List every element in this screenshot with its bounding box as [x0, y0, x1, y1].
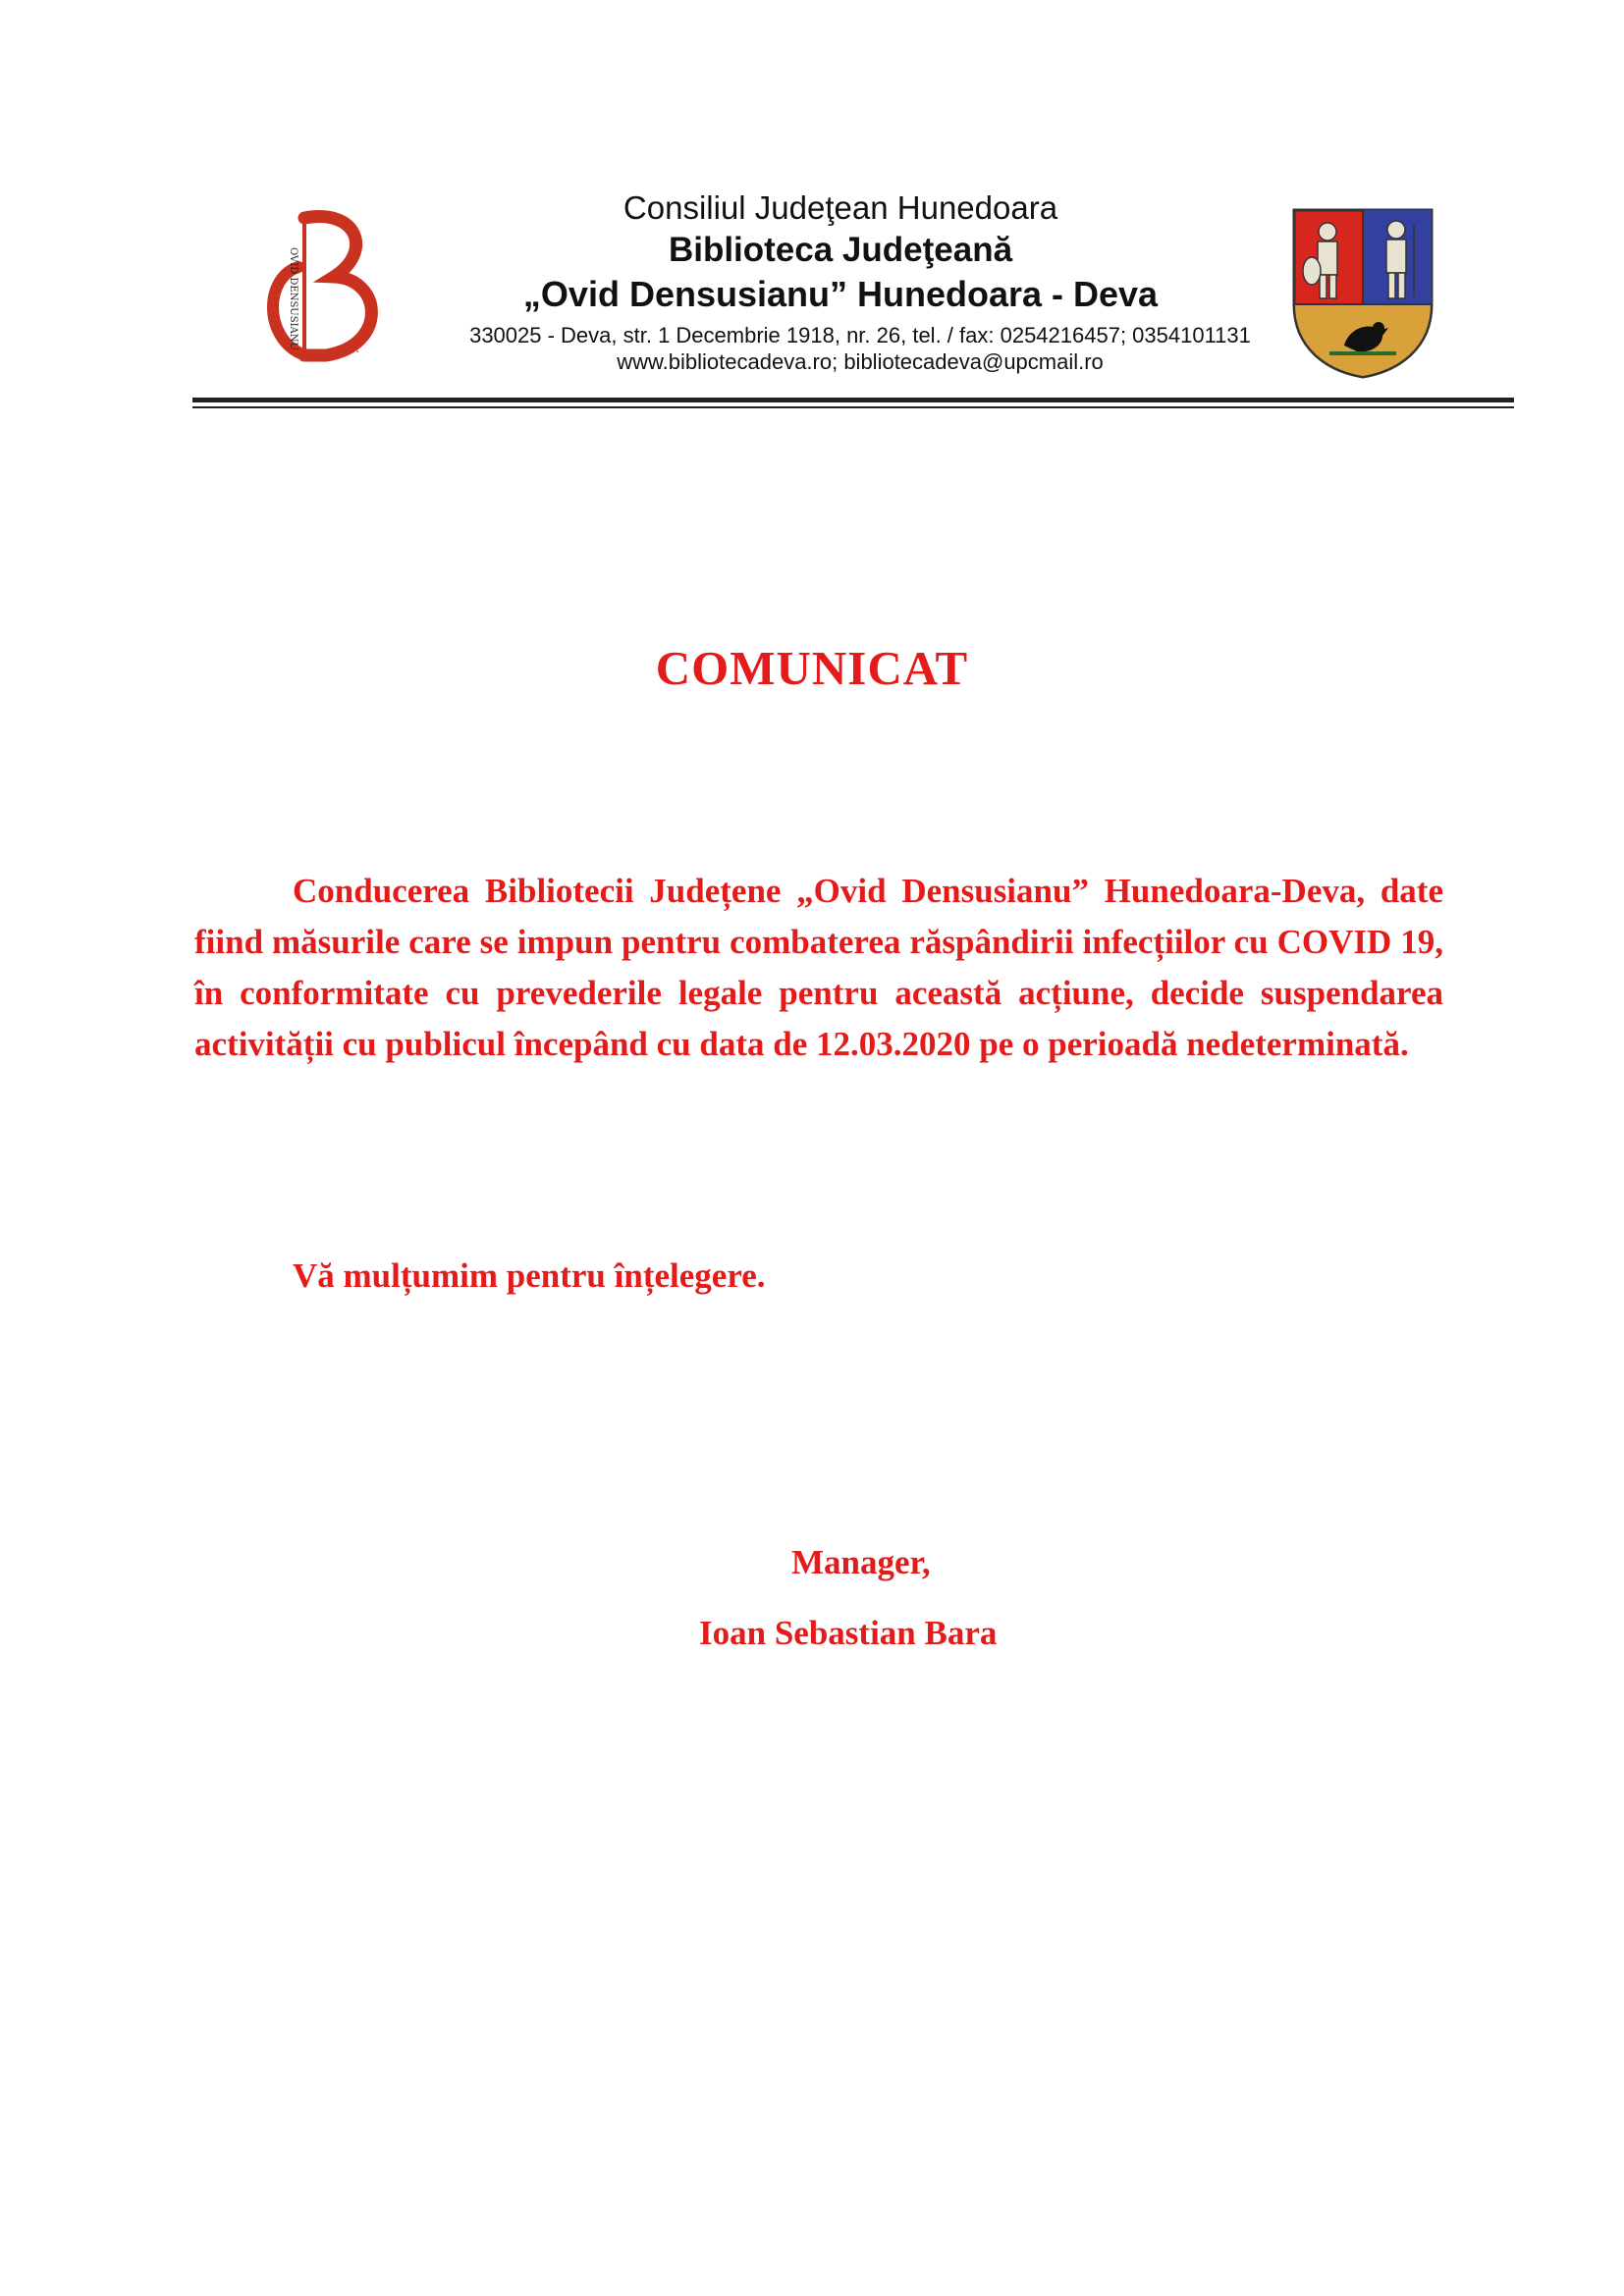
document-title: COMUNICAT	[655, 641, 969, 695]
svg-text:DEVA: DEVA	[336, 346, 359, 354]
library-name: „Ovid Densusianu” Hunedoara - Deva	[522, 274, 1159, 314]
library-logo	[265, 208, 393, 365]
library-contacts: www.bibliotecadeva.ro; bibliotecadeva@upcmail.ro	[617, 349, 1104, 374]
svg-text:OVID DENSUSIANU: OVID DENSUSIANU	[288, 247, 298, 350]
coat-of-arms-icon	[1290, 206, 1435, 379]
library-title: Biblioteca Judeţeană	[668, 231, 1013, 269]
letterhead-text	[389, 179, 1292, 375]
council-name: Consiliul Judeţean Hunedoara	[623, 189, 1058, 226]
thanks-line: Vă mulțumim pentru înțelegere.	[293, 1256, 766, 1295]
header-rule-thick	[192, 398, 1514, 402]
signature-role: Manager,	[791, 1543, 931, 1581]
header-rule-thin	[192, 406, 1514, 408]
announcement-paragraph: Conducerea Bibliotecii Județene „Ovid Densusianu” Hunedoara-Deva, date fiind măsurile care se impun pentru combaterea răspândirii infecțiilor cu COVID 19, în conformitate cu prevederile legale pentru această acțiune, decide suspendarea activității cu publicul începând cu data de 12.03.2020 pe o perioadă nedeterminată.	[194, 872, 1443, 1063]
signature-name: Ioan Sebastian Bara	[699, 1614, 998, 1652]
library-address: 330025 - Deva, str. 1 Decembrie 1918, nr. 26, tel. / fax: 0254216457; 0354101131	[469, 323, 1251, 347]
letterhead	[192, 179, 1514, 414]
